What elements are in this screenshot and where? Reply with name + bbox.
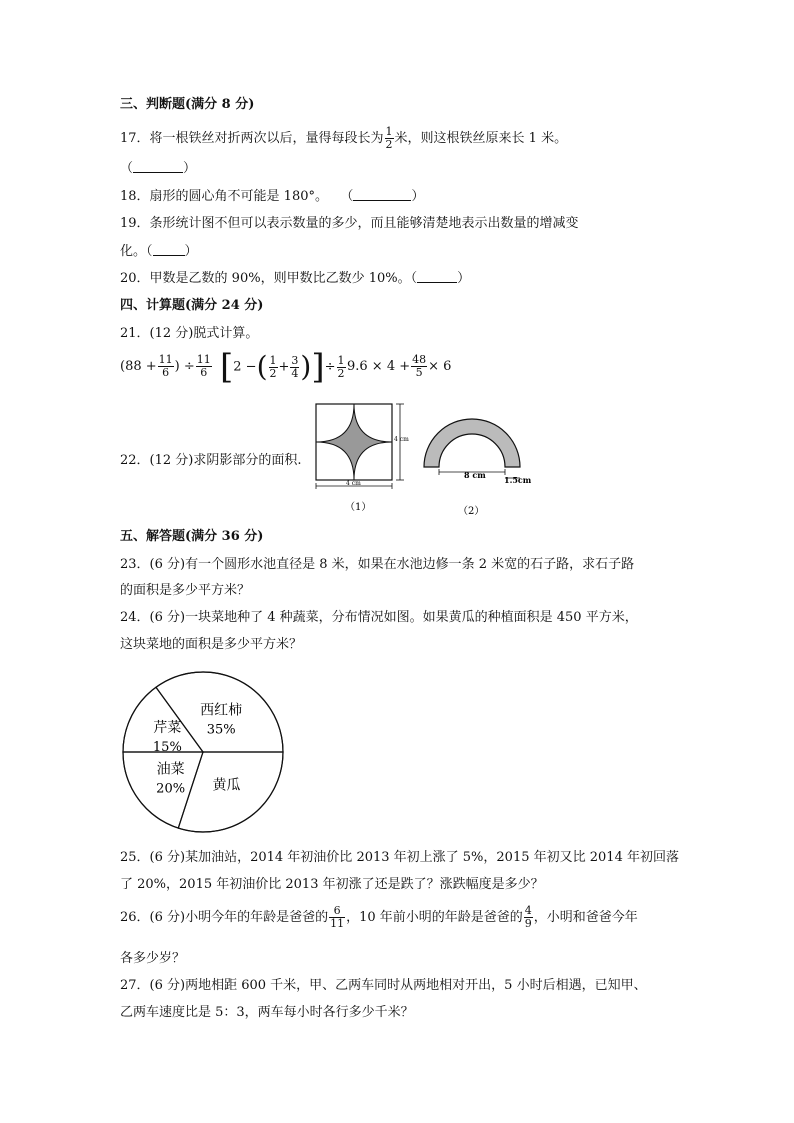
- shaded-ring: [424, 419, 520, 467]
- section-4-title: 四、计算题(满分 24 分): [120, 298, 264, 313]
- slice-name: 西红柿: [200, 702, 243, 719]
- question-19-line2: 化。（ ）: [120, 244, 198, 259]
- slice-name: 芹菜: [153, 719, 182, 736]
- figure-1: [310, 398, 420, 520]
- answer-blank[interactable]: [153, 243, 185, 256]
- answer-17: （ ）: [120, 161, 197, 176]
- answer-blank[interactable]: [353, 188, 411, 201]
- fraction: $\frac{1}{2}$: [385, 125, 393, 151]
- caption-2: （2）: [458, 506, 485, 517]
- inner-label: 8 cm: [464, 470, 486, 480]
- answer-blank[interactable]: [417, 270, 457, 283]
- question-27-line2: 乙两车速度比是 5：3，两车每小时各行多少千米？: [120, 1005, 414, 1020]
- question-24-line1: 24．(6 分)一块菜地种了 4 种蔬菜，分布情况如图。如果黄瓜的种植面积是 450 平方米，: [120, 610, 638, 625]
- bottom-label: 4 cm: [346, 480, 361, 487]
- answer-blank[interactable]: [133, 160, 183, 173]
- slice-percent: 20%: [156, 781, 186, 797]
- section-5-title: 五、解答题(满分 36 分): [120, 529, 264, 544]
- caption-1: （1）: [345, 502, 372, 513]
- question-17: 17．将一根铁丝对折两次以后，量得每段长为 $\frac{1}{2}$ 米，则这根铁丝原来长 1 米。: [120, 125, 568, 151]
- slice-name: 油菜: [156, 761, 185, 778]
- question-23-line1: 23．(6 分)有一个圆形水池直径是 8 米，如果在水池边修一条 2 米宽的石子路，求石子路: [120, 557, 635, 572]
- vegetable-pie-chart: [120, 670, 290, 835]
- question-20: 20．甲数是乙数的 90%，则甲数比乙数少 10%。（ ）: [120, 271, 471, 286]
- side-label: 4 cm: [394, 436, 409, 443]
- figure-2: [420, 400, 535, 520]
- question-26-line1: 26．(6 分)小明今年的年龄是爸爸的 $\frac{6}{11}$ ，10 年前小明的年龄是爸爸的 $\frac{4}{9}$ ，小明和爸爸今年: [120, 904, 638, 930]
- question-19-line1: 19．条形统计图不但可以表示数量的多少，而且能够清楚地表示出数量的增减变: [120, 216, 579, 231]
- slice-percent: 15%: [152, 739, 182, 755]
- question-22: 22．(12 分)求阴影部分的面积.: [120, 453, 302, 468]
- slice-name: 黄瓜: [212, 777, 241, 794]
- question-25-line1: 25．(6 分)某加油站，2014 年初油价比 2013 年初上涨了 5%，2015 年初又比 2014 年初回落: [120, 850, 679, 865]
- question-18: 18．扇形的圆心角不可能是 180°。 （ ）: [120, 189, 425, 204]
- expression-1: (88 + $\frac{11}{6}$ ) ÷ $\frac{11}{6}$: [120, 353, 211, 379]
- slice-percent: 35%: [206, 722, 236, 738]
- expression-2: [2 −( $\frac{1}{2}$ + $\frac{3}{4}$ )]÷ $\frac{1}{2}$: [220, 347, 345, 387]
- question-21: 21．(12 分)脱式计算。: [120, 326, 259, 341]
- section-3-title: 三、判断题(满分 8 分): [120, 97, 255, 112]
- question-24-line2: 这块菜地的面积是多少平方米？: [120, 637, 303, 652]
- expression-3: 9.6 × 4 + $\frac{48}{5}$ × 6: [347, 353, 452, 379]
- shaded-region: [316, 404, 392, 480]
- width-label: 1.5cm: [504, 475, 532, 485]
- question-26-line2: 各多少岁？: [120, 951, 186, 966]
- question-25-line2: 了 20%，2015 年初油价比 2013 年初涨了还是跌了？涨跌幅度是多少？: [120, 877, 544, 892]
- question-27-line1: 27．(6 分)两地相距 600 千米，甲、乙两车同时从两地相对开出，5 小时后相遇，已知甲、: [120, 978, 647, 993]
- question-23-line2: 的面积是多少平方米？: [120, 583, 251, 598]
